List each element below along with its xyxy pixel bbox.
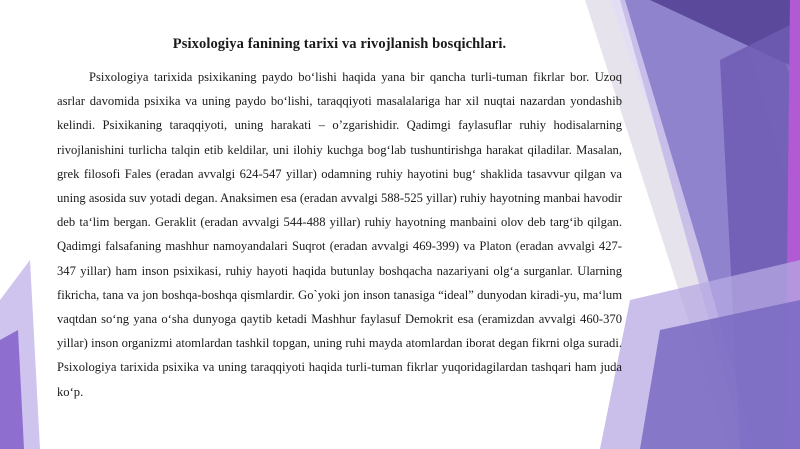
slide-content — [57, 30, 622, 404]
slide-title: Psixologiya fanining tarixi va rivojlanish bosqichlari. — [172, 36, 507, 52]
body-paragraph: Psixologiya tarixida psixikaning paydo boʻlishi haqida yana bir qancha turli-tuman fikrlar bor. Uzoq asrlar davomida psixika va uning paydo boʻlishi, taraqqiyoti masalalariga har xil nuqtai nazardan yondashib kelindi. Psixikaning taraqqiyoti, uning harakati – o’zgarishidir. Qadimgi faylasuflar ruhiy hodisalarning rivojlanishini turlicha talqin etib keldilar, uni ilohiy kuchga bogʻlab tushuntirishga harakat qiladilar. Masalan, grek filosofi Fales (eradan avvalgi 624-547 yillar) odamning ruhiy hayotini bugʻ shaklida tasavvur qilgan va uning asosida suv yotadi degan. Anaksimen esa (eradan avvalgi 588-525 yillar) ruhiy hayotning manbai havodir deb taʻlim bergan. Geraklit (eradan avvalgi 544-488 yillar) ruhiy hayotning manbaini olov deb targʻib qilgan. Qadimgi falsafaning mashhur namoyandalari Suqrot (eradan avvalgi 469-399) va Platon (eradan avvalgi 427-347 yillar) ham inson psixikasi, ruhiy hayoti haqida butunlay boshqacha nazariyani olgʻa surganlar. Ularning fikricha, tana va jon boshqa-boshqa qismlardir. Go`yoki jon inson tanasiga “ideal” dunyodan kiradi-yu, maʻlum vaqtdan soʻng yana oʻsha dunyoga qaytib ketadi Mashhur faylasuf Demokrit esa (eramizdan avvalgi 460-370 yillar) inson organizmi atomlardan tashkil topgan, uning ruhi mayda atomlardan iborat degan fikrni olga suradi. Psixologiya tarixida psixika va uning taraqqiyoti haqida turli-tuman fikrlar yuqoridagilardan tashqari ham juda koʻp. — [57, 70, 622, 399]
